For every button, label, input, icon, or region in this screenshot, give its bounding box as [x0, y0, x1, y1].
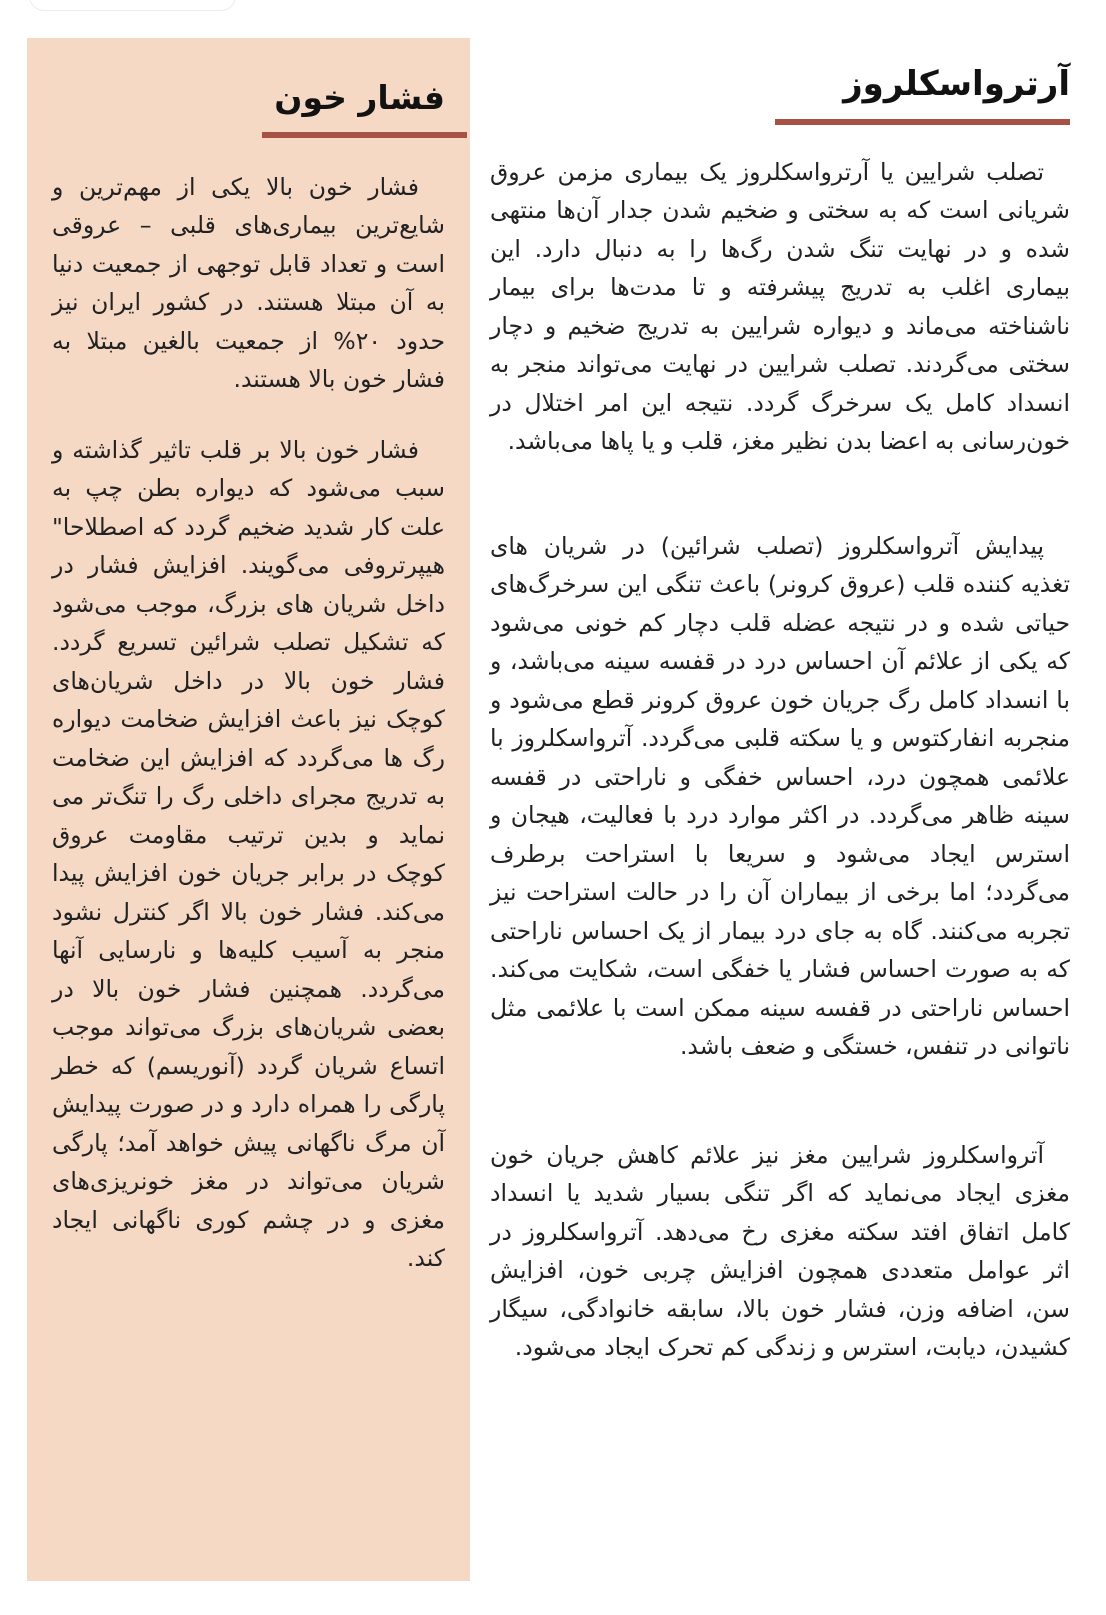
- paragraph-atherosclerosis-3: آترواسکلروز شرایین مغز نیز علائم کاهش جریان خون مغزی ایجاد می‌نماید که اگر تنگی بسیار شدید یا انسداد کامل اتفاق افتد سکته مغزی رخ می‌دهد. آترواسکلروز در اثر عوامل متعددی همچون افزایش چربی خون، افزایش سن، اضافه وزن، فشار خون بالا، سابقه خانوادگی، سیگار کشیدن، دیابت، استرس و زندگی کم تحرک ایجاد می‌شود.: [490, 1140, 1070, 1362]
- panel-blood-pressure: [27, 38, 470, 1581]
- section-title-atherosclerosis: آرترواسکلروز: [843, 64, 1070, 104]
- heading-rule-atherosclerosis: [775, 119, 1070, 125]
- scan-artifact: [30, 0, 235, 10]
- paragraph-atherosclerosis-2: پیدایش آترواسکلروز (تصلب شرائین) در شریان های تغذیه کننده قلب (عروق کرونر) باعث تنگی این سرخرگ‌های حیاتی شده و در نتیجه عضله قلب دچار کم خونی می‌شود که یکی از علائم آن احساس درد در قفسه سینه می‌باشد، و با انسداد کامل رگ جریان خون عروق کرونر قطع می‌شود و منجربه انفارکتوس و یا سکته قلبی می‌گردد. آترواسکلروز با علائمی همچون درد، احساس خفگی و ناراحتی در قفسه سینه ظاهر می‌گردد. در اکثر موارد درد با فعالیت، هیجان و استرس ایجاد می‌شود و سریعا با استراحت برطرف می‌گردد؛ اما برخی از بیماران آن را در حالت استراحت نیز تجربه می‌کنند. گاه به جای درد بیمار از یک احساس ناراحتی که به صورت احساس فشار یا خفگی است، شکایت می‌کند. احساس ناراحتی در قفسه سینه ممکن است با علائمی مثل ناتوانی در تنفس، خستگی و ضعف باشد.: [490, 531, 1070, 1061]
- paragraph-blood-pressure-1: فشار خون بالا یکی از مهم‌ترین و شایع‌ترین بیماری‌های قلبی – عروقی است و تعداد قابل توجهی از جمعیت دنیا به آن مبتلا هستند. در کشور ایران نیز حدود ۲۰% از جمعیت بالغین مبتلا به فشار خون بالا هستند.: [52, 172, 445, 394]
- panel-title-blood-pressure: فشار خون: [274, 78, 445, 117]
- heading-rule-blood-pressure: [262, 132, 467, 138]
- paragraph-blood-pressure-2: فشار خون بالا بر قلب تاثیر گذاشته و سبب می‌شود که دیواره بطن چپ به علت کار شدید ضخیم گردد که اصطلاحا" هیپرتروفی می‌گویند. افزایش فشار در داخل شریان های بزرگ، موجب می‌شود که تشکیل تصلب شرائین تسریع گردد. فشار خون بالا در داخل شریان‌های کوچک نیز باعث افزایش ضخامت دیواره رگ ها می‌گردد که افزایش این ضخامت به تدریج مجرای داخلی رگ را تنگ‌تر می نماید و بدین ترتیب مقاومت عروق کوچک در برابر جریان خون افزایش پیدا می‌کند. فشار خون بالا اگر کنترل نشود منجر به آسیب کلیه‌ها و نارسایی آنها می‌گردد. همچنین فشار خون بالا در بعضی شریان‌های بزرگ می‌تواند موجب اتساع شریان گردد (آنوریسم) که خطر پارگی را همراه دارد و در صورت پیدایش آن مرگ ناگهانی پیش خواهد آمد؛ پارگی شریان می‌تواند در مغز خونریزی‌های مغزی و در چشم کوری ناگهانی ایجاد کند.: [52, 435, 445, 1273]
- paragraph-atherosclerosis-1: تصلب شرایین یا آرترواسکلروز یک بیماری مزمن عروق شریانی است که به سختی و ضخیم شدن جدار آن‌ها منتهی شده و در نهایت تنگ شدن رگ‌ها را به دنبال دارد. این بیماری اغلب به تدریج پیشرفته و تا مدت‌ها برای بیمار ناشناخته می‌ماند و دیواره شرایین به تدریج ضخیم و دچار سختی می‌گردند. تصلب شرایین در نهایت می‌تواند منجر به انسداد کامل یک سرخرگ گردد. نتیجه این امر اختلال در خون‌رسانی به اعضا بدن نظیر مغز، قلب و یا پاها می‌باشد.: [490, 157, 1070, 456]
- section-atherosclerosis: [490, 64, 1070, 1367]
